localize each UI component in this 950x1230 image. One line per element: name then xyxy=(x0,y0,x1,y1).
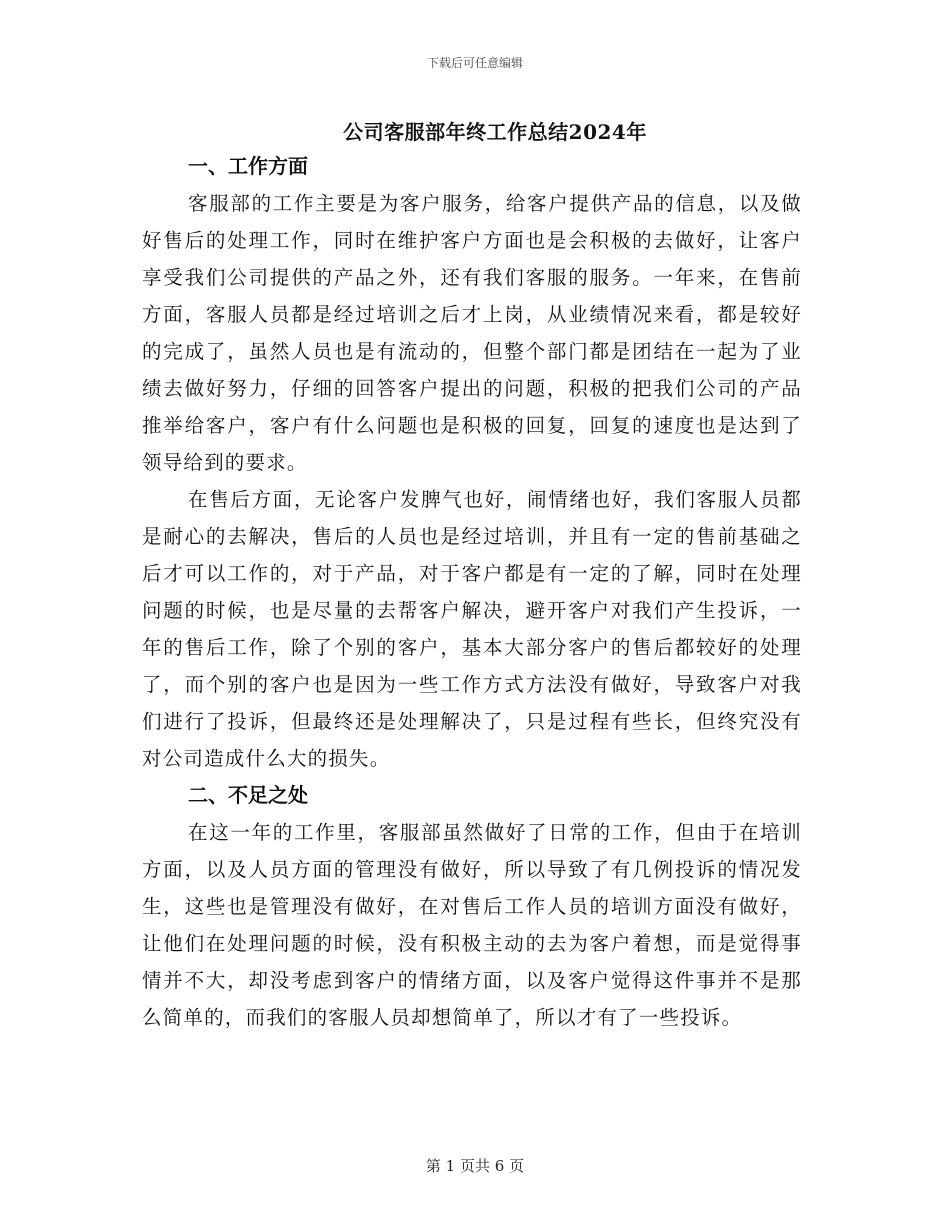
header-note: 下载后可任意编辑 xyxy=(426,56,523,70)
paragraph-shortcomings: 在这一年的工作里，客服部虽然做好了日常的工作，但由于在培训方面，以及人员方面的管理没有做好，所以导致了有几例投诉的情况发生，这些也是管理没有做好，在对售后工作人员的培训方面没有做好，让他们在处理问题的时候，没有积极主动的去为客户着想，而是觉得事情并不大，却没考虑到客户的情绪方面，以及客户觉得这件事并不是那么简单的，而我们的客服人员却想简单了，所以才有了一些投诉。 xyxy=(142,821,802,1029)
page-number: 第 1 页共 6 页 xyxy=(425,1157,525,1175)
paragraph-aftersales: 在售后方面，无论客户发脾气也好，闹情绪也好，我们客服人员都是耐心的去解决，售后的人员也是经过培训，并且有一定的售前基础之后才可以工作的，对于产品，对于客户都是有一定的了解，同时在处理问题的时候，也是尽量的去帮客户解决，避开客户对我们产生投诉，一年的售后工作，除了个别的客户，基本大部分客户的售后都较好的处理了，而个别的客户也是因为一些工作方式方法没有做好，导致客户对我们进行了投诉，但最终还是处理解决了，只是过程有些长，但终究没有对公司造成什么大的损失。 xyxy=(142,488,802,770)
section-heading-work: 一、工作方面 xyxy=(188,154,308,178)
paragraph-presales: 客服部的工作主要是为客户服务，给客户提供产品的信息，以及做好售后的处理工作，同时在维护客户方面也是会积极的去做好，让客户享受我们公司提供的产品之外，还有我们客服的服务。一年来，在售前方面，客服人员都是经过培训之后才上岗，从业绩情况来看，都是较好的完成了，虽然人员也是有流动的，但整个部门都是团结在一起为了业绩去做好努力，仔细的回答客户提出的问题，积极的把我们公司的产品推举给客户，客户有什么问题也是积极的回复，回复的速度也是达到了领导给到的要求。 xyxy=(142,192,802,474)
section-shortcomings xyxy=(142,777,802,1036)
document-title: 公司客服部年终工作总结2024年 xyxy=(343,120,647,144)
section-heading-shortcomings: 二、不足之处 xyxy=(188,783,308,807)
document-body xyxy=(142,148,802,1036)
section-work xyxy=(142,148,802,777)
